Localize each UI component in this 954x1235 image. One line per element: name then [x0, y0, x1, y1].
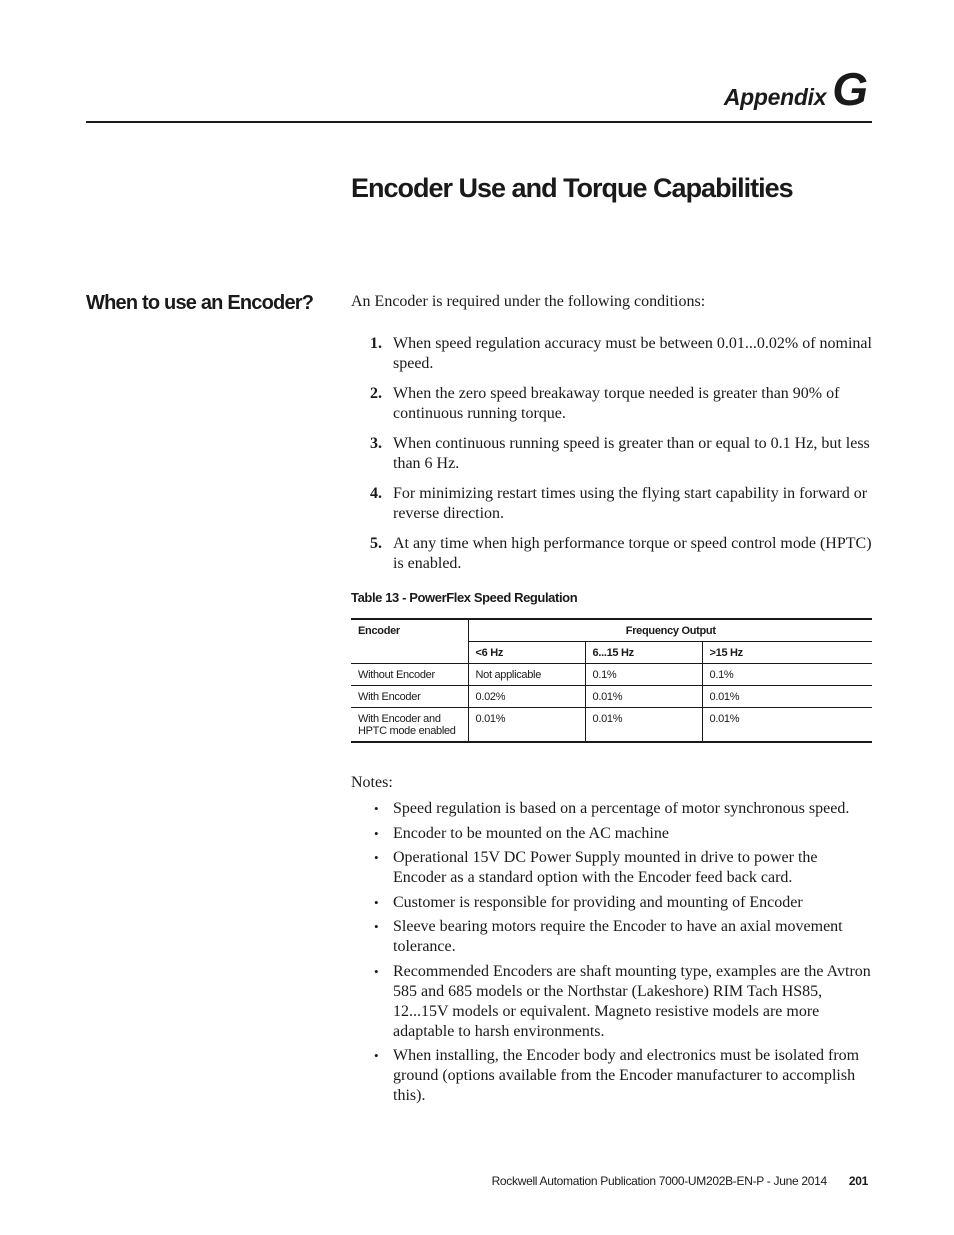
table-cell: With Encoder and HPTC mode enabled: [351, 708, 468, 743]
table-row: [351, 708, 872, 743]
table-cell: 0.1%: [702, 664, 872, 686]
note-text: When installing, the Encoder body and electronics must be isolated from ground (options available from the Encoder manufacturer to accomplish this).: [393, 1047, 860, 1104]
condition-text: At any time when high performance torque or speed control mode (HPTC) is enabled.: [393, 535, 872, 572]
page-title: Encoder Use and Torque Capabilities: [351, 173, 793, 203]
note-item: [351, 1046, 872, 1106]
intro-text: An Encoder is required under the following conditions:: [351, 293, 706, 310]
subheader-cell: >15 Hz: [702, 642, 872, 664]
section-heading: When to use an Encoder?: [86, 292, 314, 314]
note-text: Recommended Encoders are shaft mounting type, examples are the Avtron 585 and 685 models or the Northstar (Lakeshore) RIM Tach HS85, 12...15V models or equivalent. Magneto resistive models are more adaptable to harsh environments.: [393, 962, 871, 1040]
header-encoder: Encoder: [351, 619, 468, 664]
note-text: Speed regulation is based on a percentage of motor synchronous speed.: [393, 800, 850, 817]
bullet-icon: •: [374, 963, 379, 979]
note-item: [351, 962, 872, 1042]
table-row: [351, 664, 872, 686]
note-item: [351, 799, 872, 819]
bullet-icon: •: [374, 825, 379, 841]
bullet-icon: •: [374, 1048, 379, 1063]
note-text: Sleeve bearing motors require the Encoder to have an axial movement tolerance.: [393, 918, 843, 955]
condition-text: When continuous running speed is greater than or equal to 0.1 Hz, but less than 6 Hz.: [393, 435, 870, 472]
header-rule: [86, 121, 872, 123]
condition-item: [351, 484, 872, 524]
table-cell: Without Encoder: [351, 664, 468, 686]
table-cell: 0.01%: [702, 686, 872, 708]
subheader-cell: <6 Hz: [468, 642, 585, 664]
page-number: 201: [848, 1174, 868, 1188]
bullet-icon: •: [374, 919, 379, 934]
publication-info: Rockwell Automation Publication 7000-UM202B-EN-P - June 2014: [491, 1174, 827, 1188]
condition-number: 3.: [370, 435, 382, 452]
speed-regulation-table: [351, 618, 872, 743]
table-row: [351, 686, 872, 708]
header-frequency-output: Frequency Output: [468, 619, 872, 642]
note-item: [351, 824, 872, 844]
notes-label: Notes:: [351, 774, 393, 791]
table-cell: 0.01%: [585, 686, 702, 708]
bullet-icon: •: [374, 801, 379, 816]
note-text: Encoder to be mounted on the AC machine: [393, 824, 669, 842]
note-item: [351, 848, 872, 888]
condition-item: [351, 534, 872, 574]
conditions-list: [351, 334, 872, 584]
appendix-letter: G: [832, 63, 868, 115]
condition-number: 5.: [370, 535, 382, 552]
table-header-row: [351, 619, 872, 642]
note-text: Operational 15V DC Power Supply mounted in drive to power the Encoder as a standard option with the Encoder feed back card.: [393, 849, 818, 886]
table-caption: Table 13 - PowerFlex Speed Regulation: [351, 590, 578, 605]
bullet-icon: •: [374, 850, 379, 865]
condition-item: [351, 334, 872, 374]
condition-text: When the zero speed breakaway torque needed is greater than 90% of continuous running torque.: [393, 385, 840, 422]
condition-item: [351, 434, 872, 474]
condition-item: [351, 384, 872, 424]
bullet-icon: •: [374, 894, 379, 910]
notes-list: [351, 799, 872, 1111]
condition-number: 1.: [370, 335, 382, 352]
condition-number: 4.: [370, 485, 382, 502]
note-text: Customer is responsible for providing and mounting of Encoder: [393, 893, 803, 911]
note-item: [351, 917, 872, 957]
table-cell: 0.01%: [585, 708, 702, 743]
page-footer: [492, 1174, 868, 1188]
appendix-word: Appendix: [723, 84, 827, 110]
table-cell: With Encoder: [351, 686, 468, 708]
table-cell: 0.01%: [702, 708, 872, 743]
condition-text: For minimizing restart times using the flying start capability in forward or reverse direction.: [393, 485, 868, 522]
subheader-cell: 6...15 Hz: [585, 642, 702, 664]
table-cell: 0.1%: [585, 664, 702, 686]
note-item: [351, 893, 872, 913]
table-cell: 0.02%: [468, 686, 585, 708]
table-cell: Not applicable: [468, 664, 585, 686]
condition-text: When speed regulation accuracy must be between 0.01...0.02% of nominal speed.: [393, 335, 872, 372]
condition-number: 2.: [370, 385, 382, 402]
appendix-label: [724, 62, 868, 116]
table-cell: 0.01%: [468, 708, 585, 743]
